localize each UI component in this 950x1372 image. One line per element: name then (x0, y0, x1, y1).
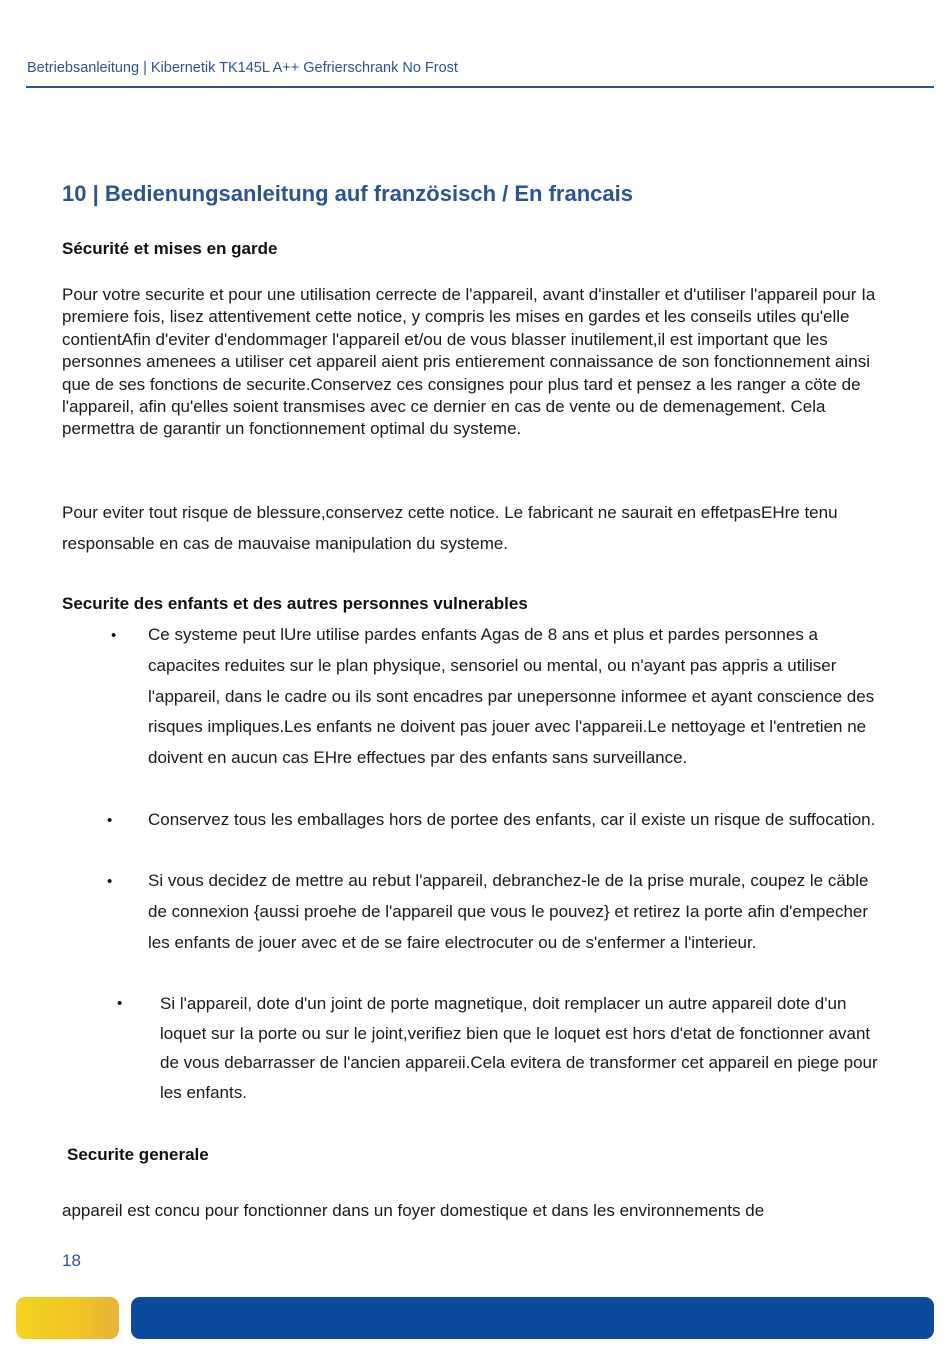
list-item-text: Ce systeme peut lUre utilise pardes enfants Agas de 8 ans et plus et pardes personnes a capacites reduites sur le plan physique, sensoriel ou mental, ou n'ayant pas appris a utiliser l'appareil, dans le cadre ou ils sont encadres par unepersonne informee et ayant conscience des risques impliques.Les enfants ne doivent pas jouer avec l'appareii.Le nettoyage et l'entretien ne doivent en aucun cas EHre effectues par des enfants sans surveillance. (148, 625, 875, 768)
page-number: 18 (62, 1251, 81, 1270)
safety-heading: Sécurité et mises en garde (62, 239, 278, 258)
safety-paragraph-2: Pour eviter tout risque de blessure,conservez cette notice. Le fabricant ne saurait en effetpasEHre tenu responsable en cas de mauvaise manipulation du systeme. (62, 503, 838, 553)
list-item-text: Si vous decidez de mettre au rebut l'appareil, debranchez-le de Ia prise murale, coupez le cäble de connexion {aussi proehe de l'appareil que vous le pouvez} et retirez Ia porte afin d'empecher les enfants de jouer avec et de se faire electrocuter ou de s'enfermer a l'interieur. (148, 871, 869, 952)
general-safety-paragraph: appareil est concu pour fonctionner dans un foyer domestique et dans les environnements de (62, 1201, 765, 1220)
list-item-text: Conservez tous les emballages hors de portee des enfants, car il existe un risque de suffocation. (148, 810, 876, 829)
children-safety-heading: Securite des enfants et des autres personnes vulnerables (62, 594, 528, 613)
list-item-text: Si l'appareil, dote d'un joint de porte magnetique, doit remplacer un autre appareil dote d'un loquet sur Ia porte ou sur le joint,verifiez bien que le loquet est hors d'etat de fonctionner avant de vous debarrasser de l'ancien appareii.Cela evitera de transformer cet appareil en piege pour les enfants. (160, 994, 878, 1102)
section-title: 10 | Bedienungsanleitung auf französisch / En francais (62, 181, 633, 206)
bullet-icon: • (111, 627, 117, 644)
footer-accent-block (16, 1297, 119, 1339)
safety-paragraph-1: Pour votre securite et pour une utilisation cerrecte de l'appareil, avant d'installer et d'utiliser l'appareil pour Ia premiere fois, lisez attentivement cette notice, y compris les mises en gardes et les conseils utiles qu'elle contientAfin d'eviter d'endommager l'appareil et/ou de vous blasser inutilement,il est important que les personnes amenees a utiliser cet appareil aient pris entierement connaissance de son fonctionnement ainsi que de ses fonctions de securite.Conservez ces consignes pour plus tard et pensez a les ranger a cöte de l'appareil, afin qu'elles soient transmises avec ce dernier en cas de vente ou de demenagement. Cela permettra de garantir un fonctionnement optimal du systeme. (62, 285, 876, 439)
bullet-icon: • (117, 995, 123, 1012)
bullet-icon: • (107, 812, 113, 829)
general-safety-heading: Securite generale (67, 1145, 209, 1164)
running-header: Betriebsanleitung | Kibernetik TK145L A++ Gefrierschrank No Frost (27, 60, 458, 76)
bullet-icon: • (107, 873, 113, 890)
footer-bar (131, 1297, 934, 1339)
header-divider (26, 86, 934, 88)
